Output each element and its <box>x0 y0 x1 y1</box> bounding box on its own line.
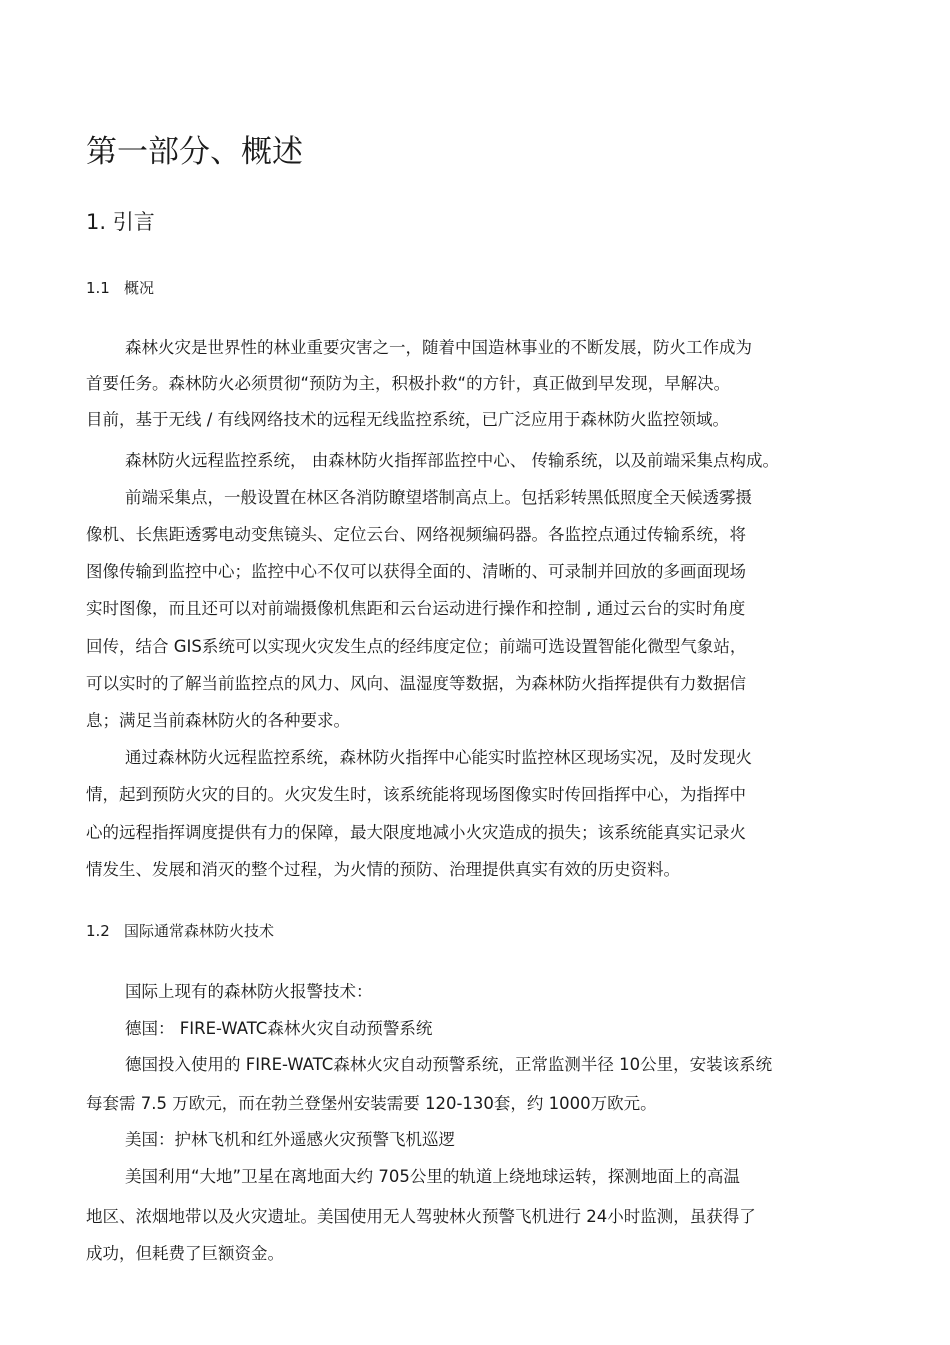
paragraph-line: 每套需 7.5 万欧元，而在勃兰登堡州安装需要 120-130套，约 1000万欧元。 <box>86 1094 657 1113</box>
chapter-title: 1. 引言 <box>86 210 155 234</box>
section-number: 1.1 <box>86 279 110 297</box>
paragraph-line: 前端采集点，一般设置在林区各消防瞭望塔制高点上。包括彩转黑低照度全天候透雾摄 <box>125 488 752 507</box>
paragraph-line: 国际上现有的森林防火报警技术： <box>125 982 373 1001</box>
paragraph-line: 息；满足当前森林防火的各种要求。 <box>86 711 350 730</box>
paragraph-line: 实时图像，而且还可以对前端摄像机焦距和云台运动进行操作和控制 , 通过云台的实时角度 <box>86 599 746 618</box>
section-title: 国际通常森林防火技术 <box>124 922 275 940</box>
paragraph-line: 像机、长焦距透雾电动变焦镜头、定位云台、网络视频编码器。各监控点通过传输系统，将 <box>86 525 746 544</box>
paragraph-line: 成功，但耗费了巨额资金。 <box>86 1244 284 1263</box>
paragraph-line: 森林火灾是世界性的林业重要灾害之一，随着中国造林事业的不断发展，防火工作成为 <box>125 338 752 357</box>
paragraph-line: 图像传输到监控中心；监控中心不仅可以获得全面的、清晰的、可录制并回放的多画面现场 <box>86 562 746 581</box>
paragraph-line: 德国： FIRE-WATC森林火灾自动预警系统 <box>125 1019 433 1038</box>
paragraph-line: 目前，基于无线 / 有线网络技术的远程无线监控系统，已广泛应用于森林防火监控领域。 <box>86 410 730 429</box>
paragraph-line: 德国投入使用的 FIRE-WATC森林火灾自动预警系统，正常监测半径 10公里，安装该系统 <box>125 1055 773 1074</box>
paragraph-line: 心的远程指挥调度提供有力的保障，最大限度地减小火灾造成的损失；该系统能真实记录火 <box>86 823 746 842</box>
section-title: 概况 <box>124 279 155 297</box>
paragraph-line: 美国：护林飞机和红外遥感火灾预警飞机巡逻 <box>125 1130 455 1149</box>
section-heading-1-1 <box>86 277 154 299</box>
paragraph-line: 森林防火远程监控系统， 由森林防火指挥部监控中心、 传输系统，以及前端采集点构成。 <box>125 451 779 470</box>
paragraph-line: 美国利用“大地”卫星在离地面大约 705公里的轨道上绕地球运转，探测地面上的高温 <box>125 1167 740 1186</box>
paragraph-line: 情，起到预防火灾的目的。火灾发生时，该系统能将现场图像实时传回指挥中心，为指挥中 <box>86 785 746 804</box>
section-number: 1.2 <box>86 922 110 940</box>
paragraph-line: 首要任务。森林防火必须贯彻“预防为主，积极扑救“的方针，真正做到早发现，早解决。 <box>86 374 731 393</box>
section-heading-1-2 <box>86 920 274 942</box>
paragraph-line: 通过森林防火远程监控系统，森林防火指挥中心能实时监控林区现场实况，及时发现火 <box>125 748 752 767</box>
paragraph-line: 可以实时的了解当前监控点的风力、风向、温湿度等数据，为森林防火指挥提供有力数据信 <box>86 674 746 693</box>
paragraph-line: 地区、浓烟地带以及火灾遗址。美国使用无人驾驶林火预警飞机进行 24小时监测，虽获得了 <box>86 1207 756 1226</box>
part-title: 第一部分、概述 <box>86 134 303 170</box>
paragraph-line: 回传，结合 GIS系统可以实现火灾发生点的经纬度定位；前端可选设置智能化微型气象站， <box>86 637 747 656</box>
paragraph-line: 情发生、发展和消灭的整个过程，为火情的预防、治理提供真实有效的历史资料。 <box>86 860 680 879</box>
